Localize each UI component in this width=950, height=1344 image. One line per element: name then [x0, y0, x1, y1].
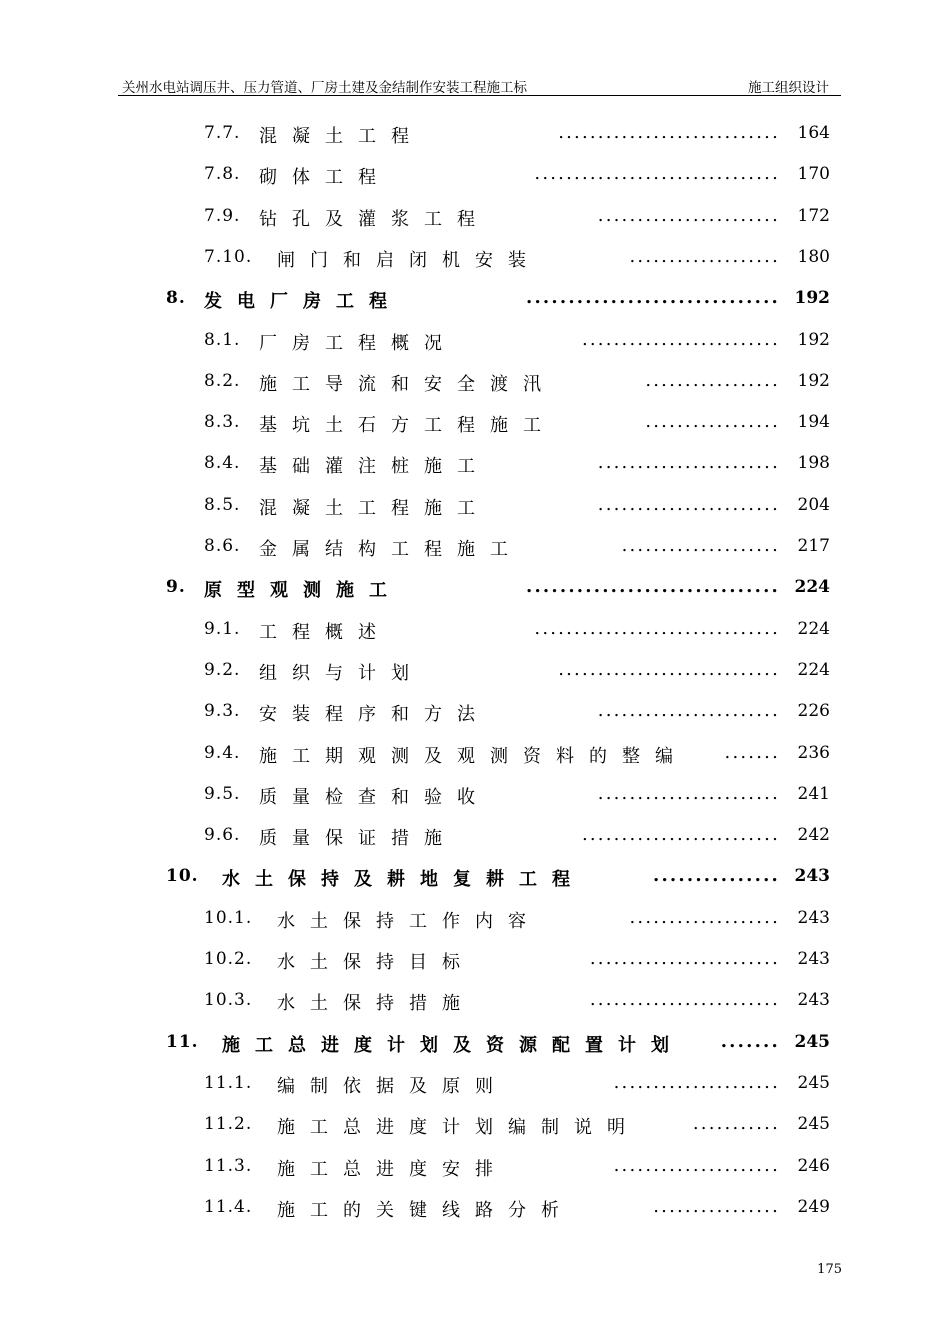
toc-leader-dots: .......................	[597, 452, 780, 474]
toc-chapter-entry[interactable]	[0, 1023, 950, 1064]
toc-entry-number: 9.5.	[204, 783, 241, 804]
toc-entry-title: 基坑土石方工程施工	[259, 415, 556, 437]
toc-leader-dots: ...............................	[534, 617, 780, 639]
toc-leader-dots: .......	[724, 741, 780, 763]
toc-entry-page: 243	[794, 866, 830, 887]
toc-entry-number: 9.1.	[204, 618, 241, 639]
toc-chapter-entry[interactable]	[0, 857, 950, 898]
toc-entry-number: 10.2.	[204, 949, 253, 969]
toc-section-entry[interactable]	[0, 775, 950, 816]
toc-entry-page: 192	[794, 288, 830, 309]
toc-entry-page: 170	[797, 164, 830, 185]
header-project-title: 关州水电站调压井、压力管道、厂房土建及金结制作安装工程施工标	[122, 80, 527, 96]
toc-entry-title: 编制依据及原则	[277, 1075, 508, 1097]
toc-entry-title: 闸门和启闭机安装	[277, 249, 541, 271]
toc-entry-page: 217	[797, 536, 830, 556]
toc-entry-title: 工程概述	[259, 621, 391, 643]
toc-entry-number: 8.	[166, 288, 186, 309]
toc-entry-page: 243	[797, 990, 830, 1011]
toc-section-entry[interactable]	[0, 816, 950, 857]
toc-entry-number: 10.3.	[204, 990, 253, 1011]
toc-entry-number: 9.4.	[204, 742, 241, 763]
toc-entry-number: 9.3.	[204, 701, 241, 722]
toc-leader-dots: ............................	[558, 122, 780, 143]
toc-section-entry[interactable]	[0, 238, 950, 279]
toc-entry-page: 224	[797, 659, 830, 680]
toc-leader-dots: .........................	[581, 824, 780, 846]
toc-entry-page: 245	[794, 1031, 830, 1052]
toc-section-entry[interactable]	[0, 981, 950, 1022]
toc-entry-title: 金属结构工程施工	[259, 539, 523, 560]
toc-entry-title: 安装程序和方法	[259, 704, 490, 726]
toc-entry-number: 8.6.	[204, 536, 241, 556]
toc-entry-number: 11.3.	[204, 1155, 253, 1176]
toc-section-entry[interactable]	[0, 651, 950, 692]
toc-entry-number: 9.2.	[204, 659, 241, 680]
toc-entry-title: 厂房工程概况	[259, 332, 457, 354]
toc-entry-number: 7.10.	[204, 246, 253, 267]
toc-leader-dots: ....................	[621, 535, 780, 556]
toc-section-entry[interactable]	[0, 114, 950, 155]
toc-leader-dots: .....................	[613, 1071, 780, 1093]
toc-leader-dots: ............................	[558, 658, 780, 680]
toc-leader-dots: ...............................	[534, 163, 780, 185]
toc-entry-title: 组织与计划	[259, 662, 424, 684]
toc-entry-title: 混凝土工程施工	[259, 497, 490, 519]
toc-entry-title: 混凝土工程	[259, 126, 424, 147]
toc-leader-dots: ...........	[692, 1113, 780, 1135]
toc-entry-number: 9.6.	[204, 825, 241, 846]
toc-chapter-entry[interactable]	[0, 568, 950, 609]
toc-section-entry[interactable]	[0, 899, 950, 940]
toc-leader-dots: ........................	[589, 948, 780, 969]
toc-entry-number: 8.3.	[204, 412, 241, 433]
toc-leader-dots: .......................	[597, 700, 780, 722]
toc-section-entry[interactable]	[0, 692, 950, 733]
page-number: 175	[817, 1262, 842, 1277]
toc-leader-dots: ..............................	[526, 287, 780, 309]
toc-entry-page: 180	[797, 246, 830, 267]
toc-entry-title: 施工总进度计划编制说明	[277, 1117, 640, 1139]
toc-entry-title: 水土保持目标	[277, 952, 475, 973]
toc-entry-title: 施工的关键线路分析	[277, 1199, 574, 1221]
toc-section-entry[interactable]	[0, 403, 950, 444]
toc-entry-page: 164	[797, 123, 830, 143]
toc-leader-dots: ...............	[653, 865, 780, 887]
toc-entry-page: 198	[797, 453, 830, 474]
toc-entry-title: 施工总进度安排	[277, 1158, 508, 1180]
toc-entry-title: 施工导流和安全渡汛	[259, 373, 556, 395]
toc-leader-dots: .......................	[597, 493, 780, 515]
toc-entry-page: 192	[797, 329, 830, 350]
toc-entry-page: 192	[797, 370, 830, 391]
toc-entry-title: 施工期观测及观测资料的整编	[259, 745, 688, 767]
toc-leader-dots: ..............................	[526, 576, 780, 598]
toc-section-entry[interactable]	[0, 444, 950, 485]
toc-entry-number: 8.2.	[204, 370, 241, 391]
toc-section-entry[interactable]	[0, 610, 950, 651]
toc-entry-title: 原型观测施工	[204, 580, 402, 602]
toc-entry-number: 7.9.	[204, 205, 241, 226]
toc-entry-page: 243	[797, 949, 830, 969]
toc-entry-title: 质量保证措施	[259, 828, 457, 850]
toc-entry-title: 砌体工程	[259, 167, 391, 189]
toc-entry-page: 224	[797, 618, 830, 639]
toc-section-entry[interactable]	[0, 486, 950, 527]
toc-section-entry[interactable]	[0, 734, 950, 775]
toc-entry-page: 242	[797, 825, 830, 846]
toc-leader-dots: .......................	[597, 204, 780, 226]
toc-entry-page: 246	[797, 1155, 830, 1176]
toc-entry-number: 10.	[166, 866, 199, 887]
toc-entry-number: 11.	[166, 1031, 199, 1052]
toc-chapter-entry[interactable]	[0, 279, 950, 320]
toc-entry-title: 水土保持及耕地复耕工程	[222, 869, 585, 891]
toc-entry-title: 施工总进度计划及资源配置计划	[222, 1034, 684, 1056]
toc-entry-page: 236	[797, 742, 830, 763]
toc-section-entry[interactable]	[0, 940, 950, 981]
toc-entry-title: 基础灌注桩施工	[259, 456, 490, 478]
toc-entry-page: 204	[797, 494, 830, 515]
toc-leader-dots: ................	[653, 1195, 780, 1217]
toc-section-entry[interactable]	[0, 1105, 950, 1146]
toc-section-entry[interactable]	[0, 1064, 950, 1105]
toc-section-entry[interactable]	[0, 321, 950, 362]
toc-leader-dots: .................	[645, 369, 780, 391]
toc-entry-page: 172	[797, 205, 830, 226]
toc-section-entry[interactable]	[0, 527, 950, 568]
toc-entry-page: 249	[797, 1196, 830, 1217]
toc-leader-dots: .................	[645, 411, 780, 433]
toc-entry-page: 245	[797, 1072, 830, 1093]
toc-entry-page: 241	[797, 783, 830, 804]
toc-leader-dots: .......	[720, 1030, 780, 1052]
toc-entry-title: 发电厂房工程	[204, 291, 402, 313]
toc-entry-title: 钻孔及灌浆工程	[259, 208, 490, 230]
toc-entry-number: 11.2.	[204, 1114, 253, 1135]
toc-entry-page: 224	[794, 577, 830, 598]
toc-leader-dots: ...................	[629, 906, 780, 928]
toc-entry-number: 7.7.	[204, 123, 241, 143]
toc-entry-number: 8.5.	[204, 494, 241, 515]
toc-entry-number: 10.1.	[204, 907, 253, 928]
toc-entry-title: 质量检查和验收	[259, 786, 490, 808]
toc-entry-number: 7.8.	[204, 164, 241, 185]
toc-entry-title: 水土保持工作内容	[277, 910, 541, 932]
toc-section-entry[interactable]	[0, 1147, 950, 1188]
toc-entry-number: 9.	[166, 577, 186, 598]
header-doc-type: 施工组织设计	[748, 80, 829, 96]
toc-entry-title: 水土保持措施	[277, 993, 475, 1015]
toc-entry-page: 243	[797, 907, 830, 928]
toc-section-entry[interactable]	[0, 362, 950, 403]
toc-leader-dots: .........................	[581, 328, 780, 350]
toc-entry-number: 11.4.	[204, 1196, 253, 1217]
toc-entry-number: 11.1.	[204, 1072, 253, 1093]
toc-section-entry[interactable]	[0, 1188, 950, 1229]
toc-section-entry[interactable]	[0, 197, 950, 238]
toc-leader-dots: .....................	[613, 1154, 780, 1176]
toc-entry-number: 8.4.	[204, 453, 241, 474]
toc-entry-number: 8.1.	[204, 329, 241, 350]
toc-entry-page: 194	[797, 412, 830, 433]
toc-leader-dots: .......................	[597, 782, 780, 804]
toc-section-entry[interactable]	[0, 155, 950, 196]
toc-leader-dots: ........................	[589, 989, 780, 1011]
toc-entry-page: 226	[797, 701, 830, 722]
toc-leader-dots: ...................	[629, 245, 780, 267]
toc-entry-page: 245	[797, 1114, 830, 1135]
page-header	[118, 76, 841, 96]
